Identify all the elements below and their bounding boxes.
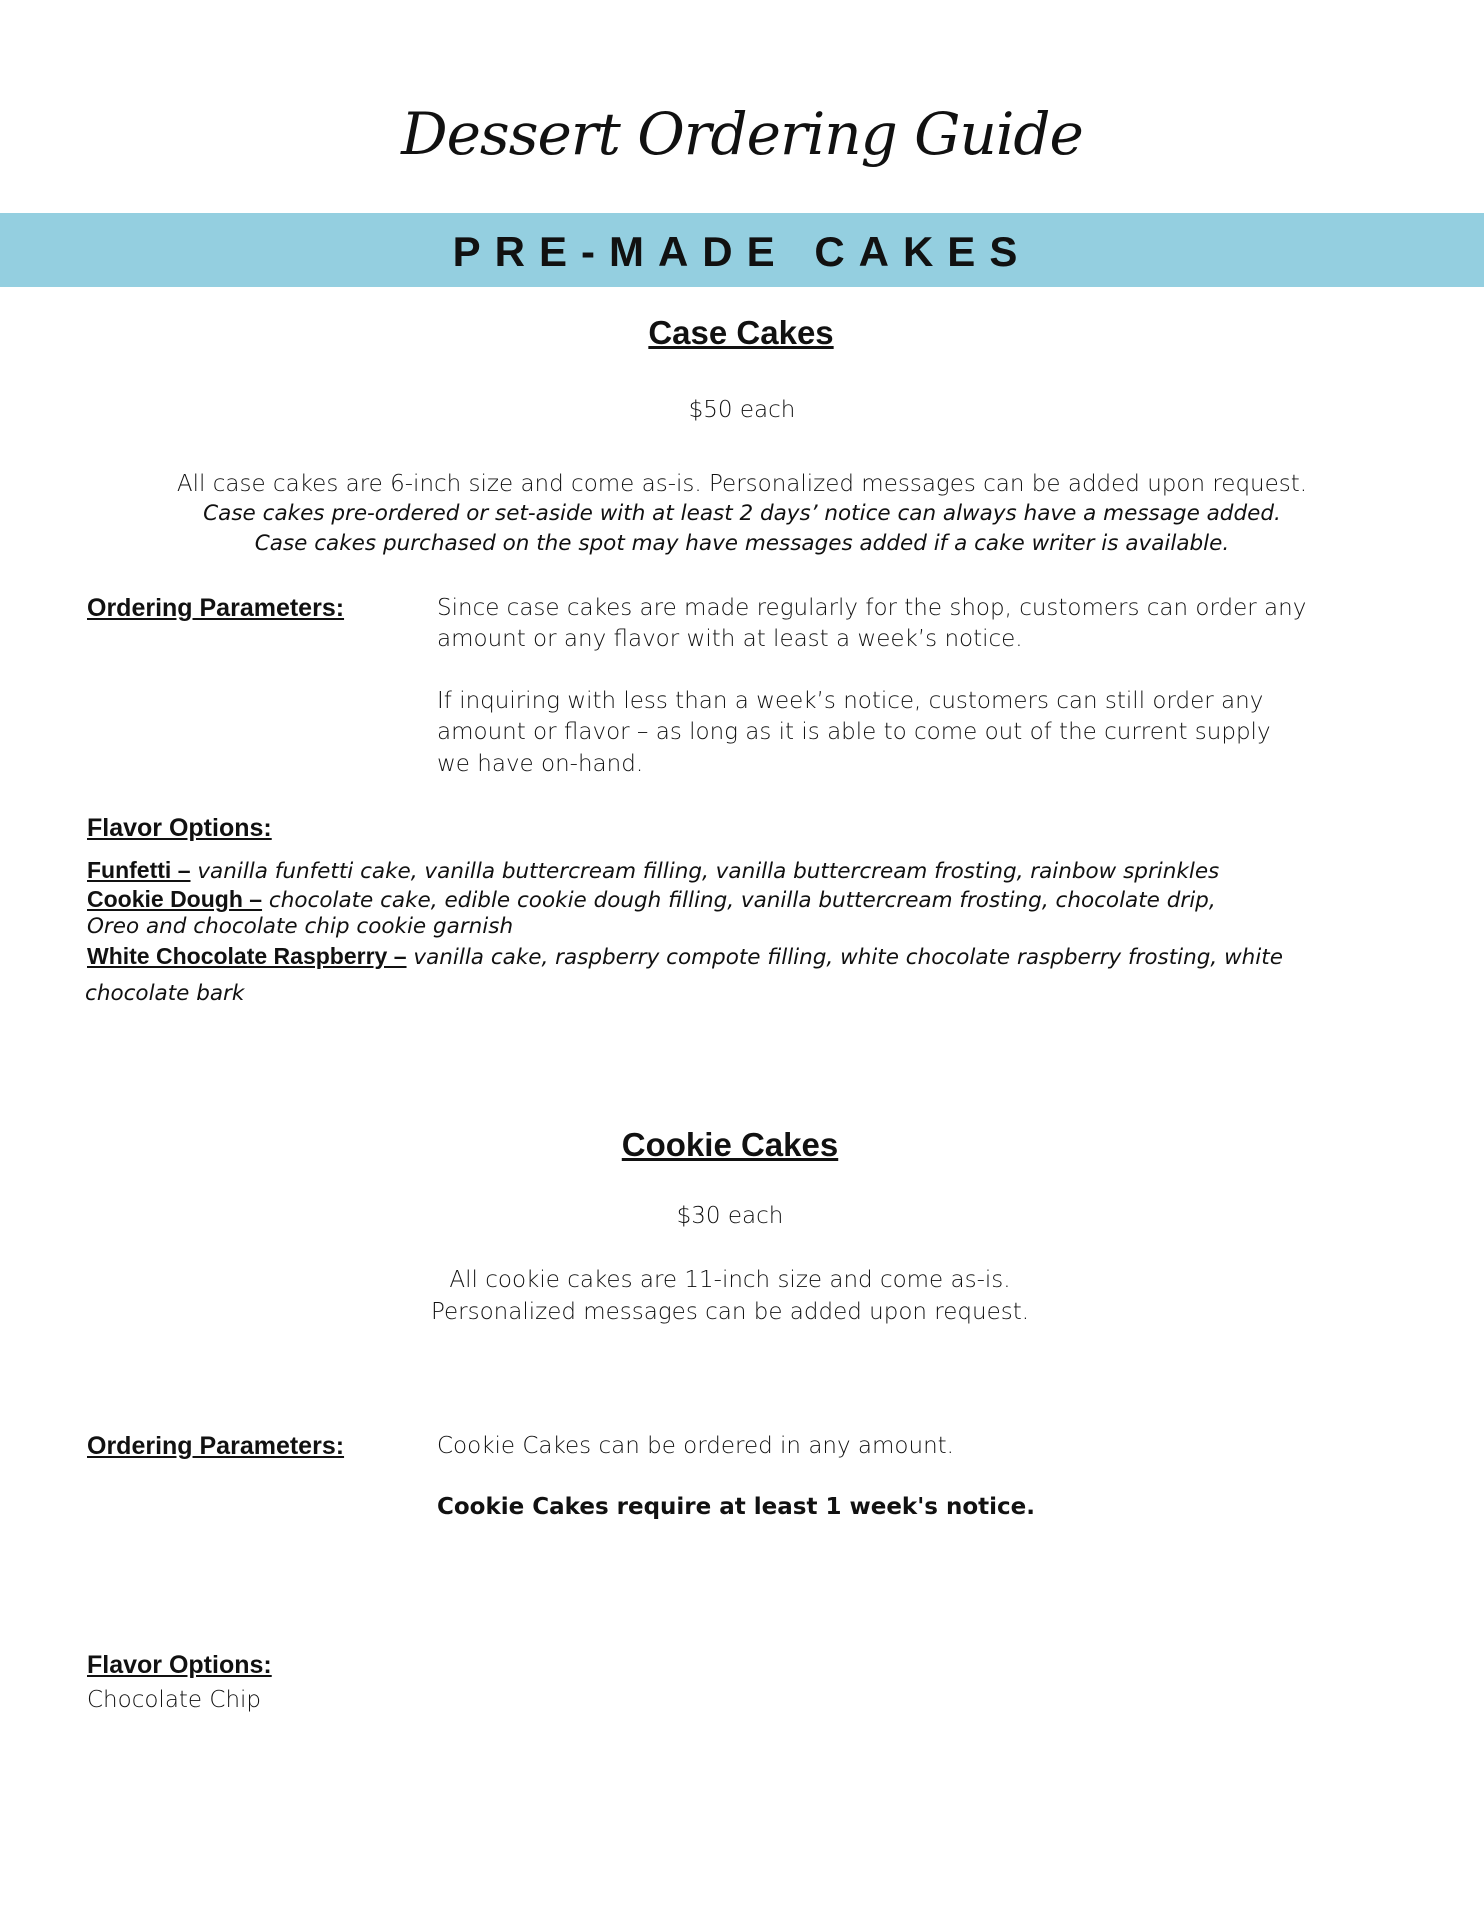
banner-label: PRE-MADE CAKES bbox=[452, 228, 1032, 275]
ordering-text: amount or any flavor with at least a week’s notice. bbox=[437, 626, 1023, 652]
flavor-item bbox=[87, 857, 1219, 884]
flavor-item: Chocolate Chip bbox=[87, 1687, 262, 1713]
case-cakes-description: All case cakes are 6-inch size and come as-is. Personalized messages can be added upon request. bbox=[176, 471, 1308, 497]
flavor-options-label: Flavor Options: bbox=[87, 1651, 272, 1679]
section-banner bbox=[0, 213, 1484, 287]
case-cakes-heading: Case Cakes bbox=[648, 314, 834, 351]
notice-text: Cookie Cakes require at least 1 week's notice. bbox=[437, 1494, 1035, 1520]
flavor-desc: vanilla cake, raspberry compote filling, white chocolate raspberry frosting, white bbox=[406, 945, 1283, 970]
cookie-cakes-description: All cookie cakes are 11-inch size and come as-is. bbox=[449, 1267, 1011, 1293]
flavor-item bbox=[87, 943, 1283, 970]
ordering-parameters-label: Ordering Parameters: bbox=[87, 594, 345, 622]
flavor-desc: chocolate cake, edible cookie dough filling, vanilla buttercream frosting, chocolate drip, bbox=[262, 888, 1216, 913]
flavor-desc-cont: chocolate bark bbox=[85, 981, 245, 1006]
case-cakes-note: Case cakes purchased on the spot may have messages added if a cake writer is available. bbox=[254, 531, 1230, 556]
case-cakes-price: $50 each bbox=[688, 397, 796, 423]
case-cakes-note: Case cakes pre-ordered or set-aside with at least 2 days’ notice can always have a message added. bbox=[203, 501, 1281, 526]
flavor-item bbox=[87, 886, 1216, 913]
flavor-desc: vanilla funfetti cake, vanilla buttercream filling, vanilla buttercream frosting, rainbow sprinkles bbox=[190, 859, 1220, 884]
ordering-text: Since case cakes are made regularly for the shop, customers can order any bbox=[437, 595, 1307, 621]
flavor-name: Funfetti – bbox=[87, 857, 191, 883]
cookie-cakes-description: Personalized messages can be added upon request. bbox=[430, 1299, 1030, 1325]
flavor-name: White Chocolate Raspberry – bbox=[87, 943, 407, 969]
ordering-text: If inquiring with less than a week’s notice, customers can still order any bbox=[437, 688, 1264, 714]
cookie-cakes-price: $30 each bbox=[676, 1203, 784, 1229]
flavor-name: Cookie Dough – bbox=[87, 886, 263, 912]
cookie-cakes-heading: Cookie Cakes bbox=[621, 1126, 839, 1163]
flavor-options-label: Flavor Options: bbox=[87, 814, 272, 842]
ordering-text: amount or flavor – as long as it is able to come out of the current supply bbox=[437, 719, 1271, 745]
flavor-desc-cont: Oreo and chocolate chip cookie garnish bbox=[87, 914, 514, 939]
ordering-parameters-label: Ordering Parameters: bbox=[87, 1432, 345, 1460]
page-title: Dessert Ordering Guide bbox=[401, 100, 1083, 168]
ordering-text: Cookie Cakes can be ordered in any amount. bbox=[437, 1433, 954, 1459]
ordering-text: we have on-hand. bbox=[437, 751, 644, 777]
